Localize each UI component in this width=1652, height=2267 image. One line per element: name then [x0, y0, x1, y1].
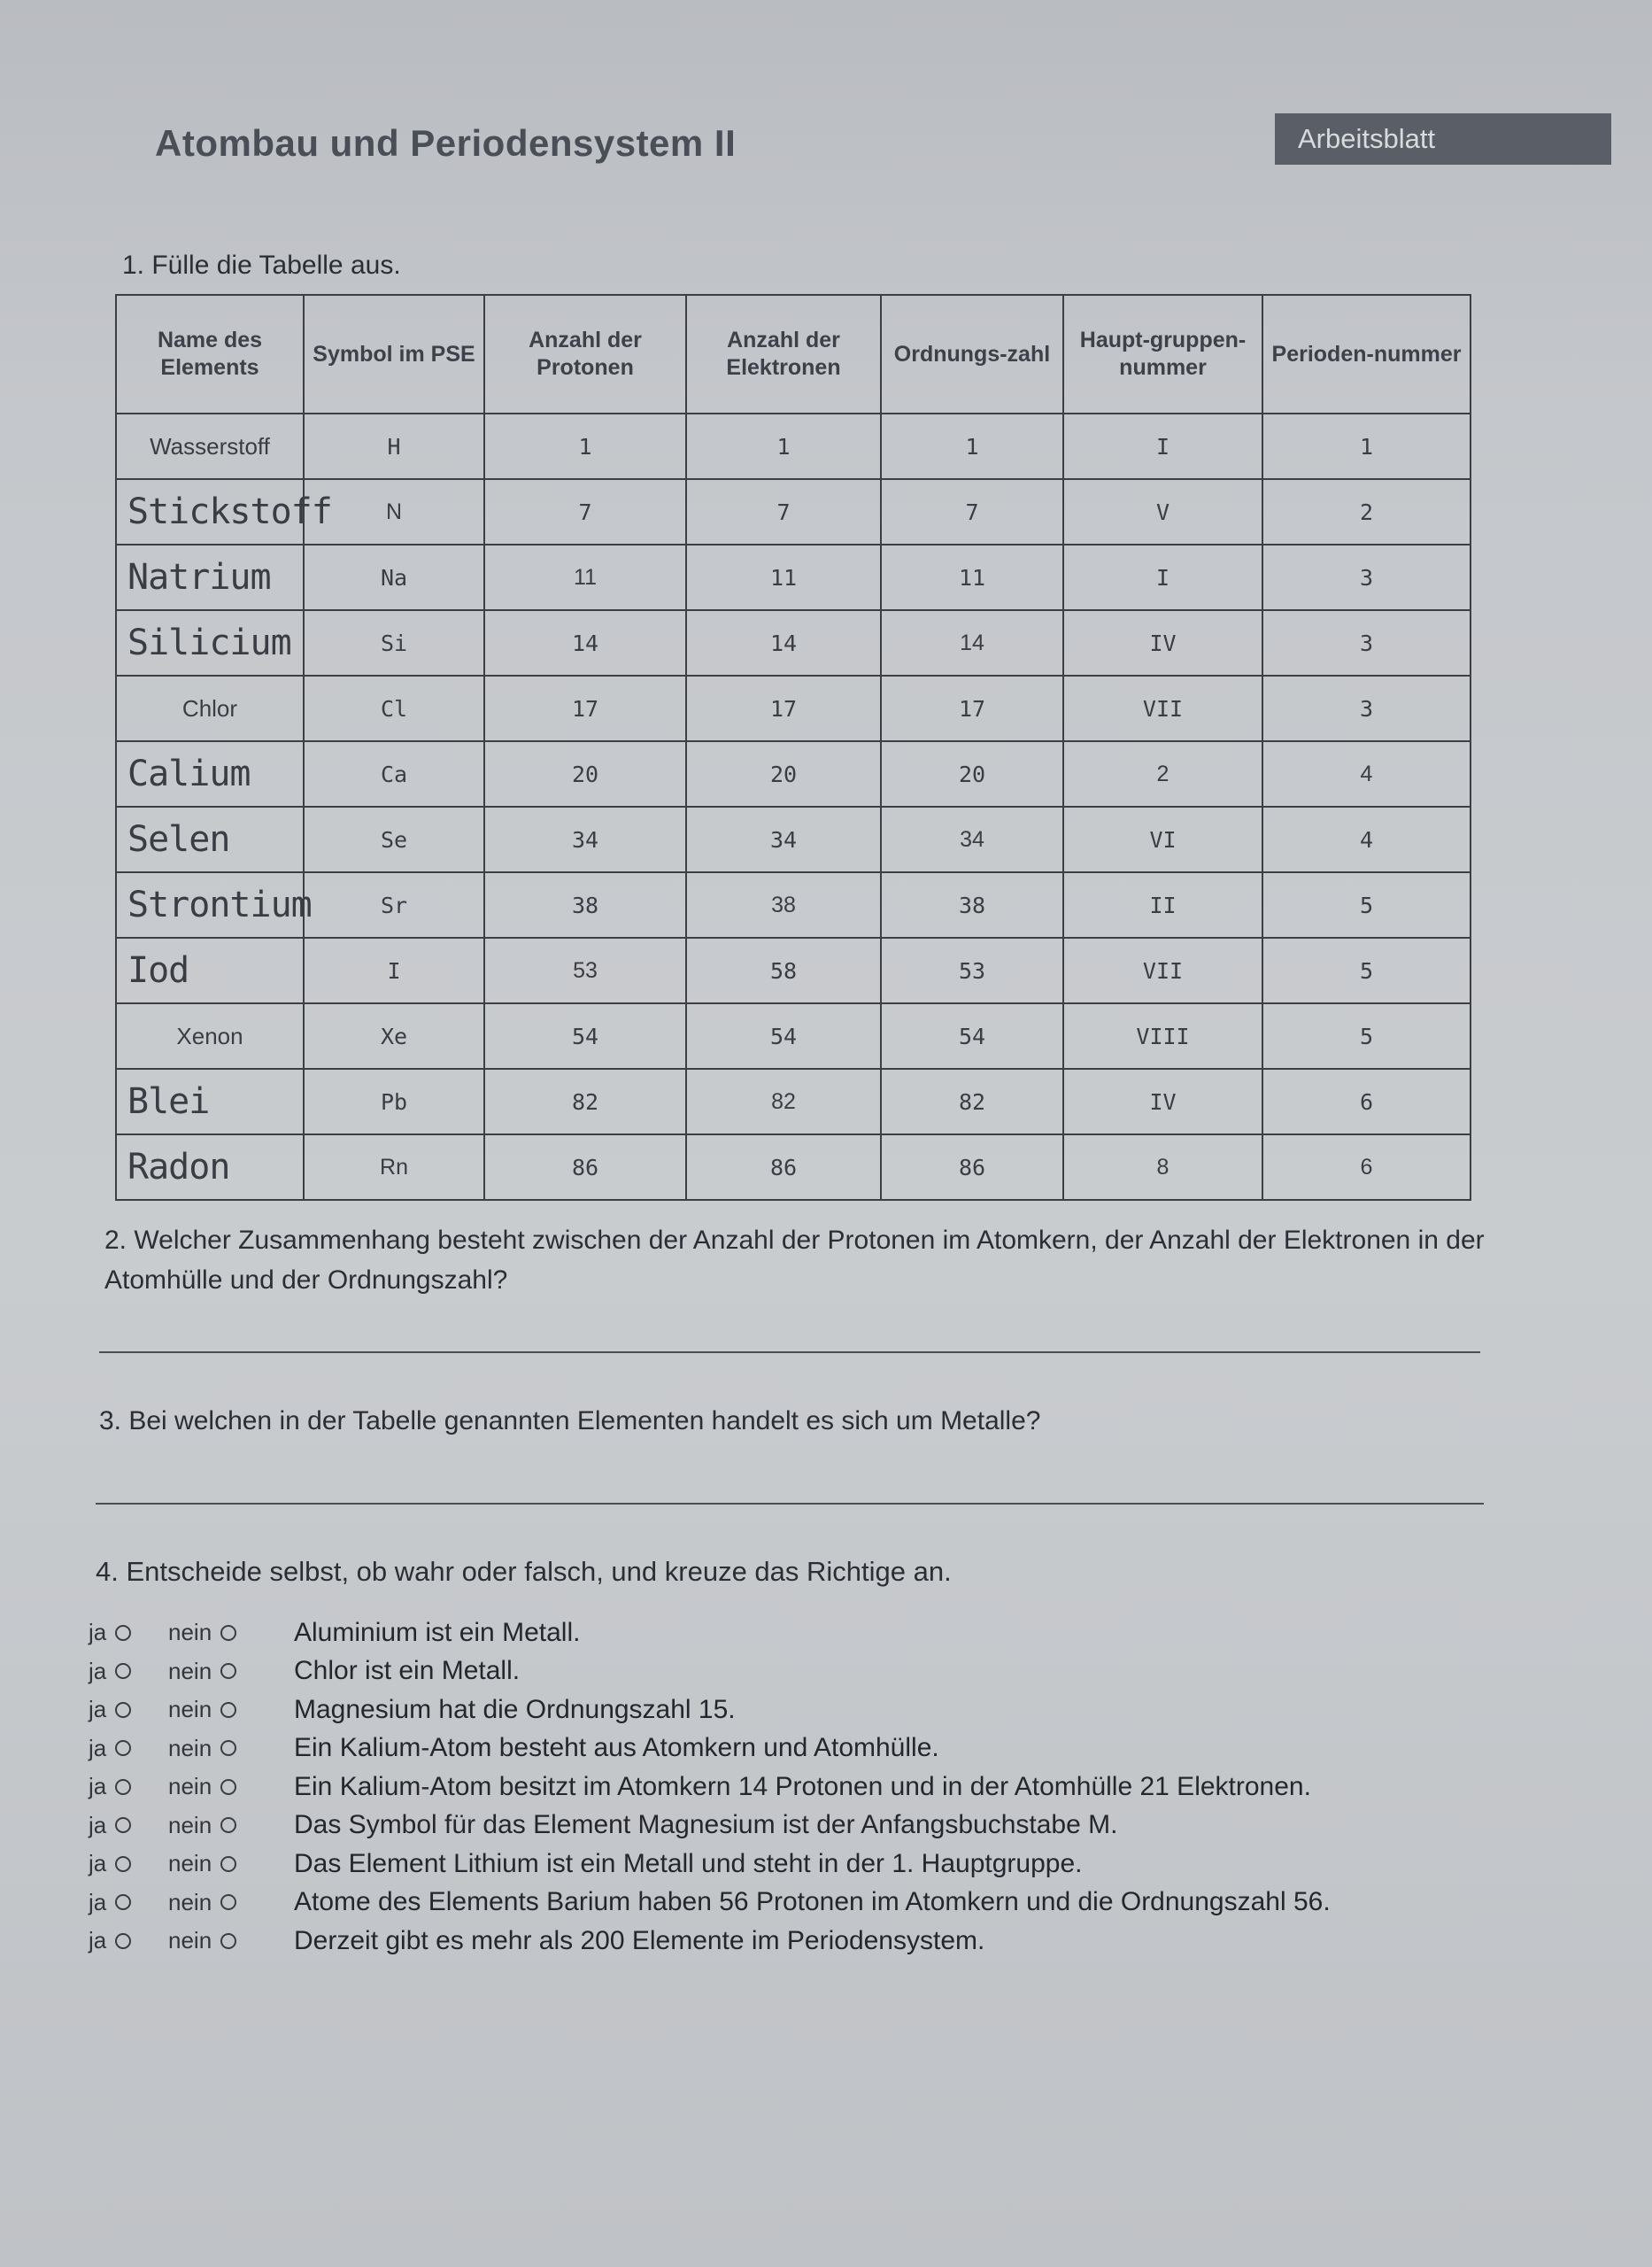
table-cell[interactable]: IV	[1063, 1069, 1262, 1134]
table-cell[interactable]: 34	[686, 807, 881, 872]
table-cell[interactable]: 2	[1262, 479, 1471, 545]
no-option[interactable]	[168, 1927, 294, 1954]
table-cell[interactable]: II	[1063, 872, 1262, 938]
yes-option[interactable]	[89, 1735, 168, 1762]
table-cell[interactable]: 86	[484, 1134, 686, 1200]
table-cell[interactable]: 11	[686, 545, 881, 610]
true-false-item	[89, 1691, 1331, 1729]
task1-prompt: 1. Fülle die Tabelle aus.	[122, 251, 401, 280]
table-cell[interactable]: 1	[881, 414, 1063, 479]
table-body	[116, 414, 1471, 1200]
table-cell[interactable]: 3	[1262, 610, 1471, 676]
yes-option[interactable]	[89, 1696, 168, 1723]
table-cell[interactable]: 86	[686, 1134, 881, 1200]
true-false-item	[89, 1652, 1331, 1691]
table-cell[interactable]: 17	[484, 676, 686, 741]
table-cell[interactable]: IV	[1063, 610, 1262, 676]
yes-option[interactable]	[89, 1850, 168, 1877]
yes-label: ja	[89, 1811, 107, 1838]
statement-text: Das Element Lithium ist ein Metall und steht in der 1. Hauptgruppe.	[294, 1848, 1083, 1878]
table-cell[interactable]: 14	[881, 610, 1063, 676]
badge-label: Arbeitsblatt	[1298, 123, 1436, 154]
table-cell[interactable]: 34	[484, 807, 686, 872]
element-name-cell[interactable]: Chlor	[116, 676, 304, 741]
table-row	[116, 414, 1471, 479]
column-header: Ordnungs-zahl	[881, 295, 1063, 414]
table-cell[interactable]: Se	[304, 807, 484, 872]
no-option[interactable]	[168, 1696, 294, 1723]
radio-circle-icon[interactable]	[220, 1933, 236, 1949]
table-cell[interactable]: Pb	[304, 1069, 484, 1134]
task4-prompt: 4. Entscheide selbst, ob wahr oder falsch, und kreuze das Richtige an.	[96, 1556, 952, 1587]
statement-text: Ein Kalium-Atom besteht aus Atomkern und Atomhülle.	[294, 1733, 939, 1763]
no-label: nein	[168, 1888, 212, 1915]
no-option[interactable]	[168, 1850, 294, 1877]
no-label: nein	[168, 1696, 212, 1723]
table-cell[interactable]: I	[304, 938, 484, 1003]
table-row	[116, 610, 1471, 676]
element-name-cell[interactable]: Stickstoff	[116, 479, 304, 545]
table-cell[interactable]: H	[304, 414, 484, 479]
radio-circle-icon[interactable]	[220, 1740, 236, 1756]
no-option[interactable]	[168, 1735, 294, 1762]
table-cell[interactable]: 3	[1262, 545, 1471, 610]
column-header: Name des Elements	[116, 295, 304, 414]
no-option[interactable]	[168, 1773, 294, 1800]
no-option[interactable]	[168, 1658, 294, 1685]
no-option[interactable]	[168, 1812, 294, 1839]
table-row	[116, 807, 1471, 872]
table-cell[interactable]: Cl	[304, 676, 484, 741]
true-false-item	[89, 1729, 1331, 1768]
yes-label: ja	[89, 1696, 107, 1723]
table-cell[interactable]: 1	[484, 414, 686, 479]
yes-label: ja	[89, 1850, 107, 1877]
table-cell[interactable]: 38	[484, 872, 686, 938]
table-row	[116, 1003, 1471, 1069]
yes-label: ja	[89, 1888, 107, 1915]
table-cell[interactable]: VII	[1063, 938, 1262, 1003]
radio-circle-icon[interactable]	[115, 1817, 131, 1833]
table-cell[interactable]: 8	[1063, 1134, 1262, 1200]
radio-circle-icon[interactable]	[220, 1702, 236, 1718]
true-false-item	[89, 1613, 1331, 1652]
table-cell[interactable]: 20	[881, 741, 1063, 807]
table-cell[interactable]: 53	[881, 938, 1063, 1003]
table-cell[interactable]: 58	[686, 938, 881, 1003]
table-cell[interactable]: VI	[1063, 807, 1262, 872]
table-cell[interactable]: 38	[686, 872, 881, 938]
table-row	[116, 1069, 1471, 1134]
table-cell[interactable]: 34	[881, 807, 1063, 872]
table-cell[interactable]: 7	[686, 479, 881, 545]
table-cell[interactable]: 6	[1262, 1069, 1471, 1134]
no-label: nein	[168, 1927, 212, 1954]
true-false-list	[89, 1613, 1331, 1961]
column-header: Anzahl der Elektronen	[686, 295, 881, 414]
table-cell[interactable]: VIII	[1063, 1003, 1262, 1069]
table-cell[interactable]: 5	[1262, 872, 1471, 938]
statement-text: Atome des Elements Barium haben 56 Protonen im Atomkern und die Ordnungszahl 56.	[294, 1887, 1331, 1917]
radio-circle-icon[interactable]	[115, 1702, 131, 1718]
true-false-item	[89, 1884, 1331, 1923]
column-header: Haupt-gruppen-nummer	[1063, 295, 1262, 414]
table-cell[interactable]: 82	[484, 1069, 686, 1134]
statement-text: Aluminium ist ein Metall.	[294, 1617, 581, 1647]
no-label: nein	[168, 1734, 212, 1761]
radio-circle-icon[interactable]	[220, 1856, 236, 1872]
table-cell[interactable]: 6	[1262, 1134, 1471, 1200]
worksheet-badge	[1275, 113, 1611, 165]
radio-circle-icon[interactable]	[115, 1663, 131, 1679]
radio-circle-icon[interactable]	[220, 1894, 236, 1910]
radio-circle-icon[interactable]	[220, 1817, 236, 1833]
true-false-item	[89, 1807, 1331, 1845]
table-cell[interactable]: Xe	[304, 1003, 484, 1069]
radio-circle-icon[interactable]	[115, 1740, 131, 1756]
yes-label: ja	[89, 1734, 107, 1761]
table-cell[interactable]: 82	[686, 1069, 881, 1134]
table-cell[interactable]: 20	[686, 741, 881, 807]
radio-circle-icon[interactable]	[115, 1625, 131, 1641]
element-name-cell[interactable]: Selen	[116, 807, 304, 872]
table-cell[interactable]: VII	[1063, 676, 1262, 741]
no-label: nein	[168, 1773, 212, 1800]
table-row	[116, 1134, 1471, 1200]
table-row	[116, 872, 1471, 938]
column-header: Perioden-nummer	[1262, 295, 1471, 414]
table-cell[interactable]: 17	[686, 676, 881, 741]
element-name-cell[interactable]: Natrium	[116, 545, 304, 610]
table-cell[interactable]: 4	[1262, 741, 1471, 807]
statement-text: Das Symbol für das Element Magnesium ist der Anfangsbuchstabe M.	[294, 1810, 1118, 1840]
table-cell[interactable]: 14	[484, 610, 686, 676]
table-row	[116, 676, 1471, 741]
element-name-cell[interactable]: Calium	[116, 741, 304, 807]
yes-option[interactable]	[89, 1773, 168, 1800]
task3-question: 3. Bei welchen in der Tabelle genannten Elementen handelt es sich um Metalle?	[99, 1406, 1041, 1435]
element-name-cell[interactable]: Silicium	[116, 610, 304, 676]
table-cell[interactable]: 3	[1262, 676, 1471, 741]
yes-label: ja	[89, 1927, 107, 1954]
table-cell[interactable]: 14	[686, 610, 881, 676]
table-cell[interactable]: 11	[484, 545, 686, 610]
element-name-cell[interactable]: Wasserstoff	[116, 414, 304, 479]
table-cell[interactable]: 5	[1262, 938, 1471, 1003]
task2-answer-line[interactable]	[99, 1351, 1480, 1353]
table-cell[interactable]: Si	[304, 610, 484, 676]
element-table	[115, 294, 1471, 1201]
radio-circle-icon[interactable]	[115, 1779, 131, 1795]
radio-circle-icon[interactable]	[115, 1856, 131, 1872]
table-cell[interactable]: 1	[686, 414, 881, 479]
element-name-cell[interactable]: Radon	[116, 1134, 304, 1200]
yes-option[interactable]	[89, 1619, 168, 1646]
yes-option[interactable]	[89, 1889, 168, 1916]
radio-circle-icon[interactable]	[220, 1625, 236, 1641]
table-cell[interactable]: 7	[484, 479, 686, 545]
table-row	[116, 938, 1471, 1003]
task3-answer-line[interactable]	[96, 1503, 1484, 1505]
no-label: nein	[168, 1619, 212, 1646]
table-cell[interactable]: 11	[881, 545, 1063, 610]
yes-option[interactable]	[89, 1927, 168, 1954]
yes-label: ja	[89, 1773, 107, 1800]
statement-text: Ein Kalium-Atom besitzt im Atomkern 14 Protonen und in der Atomhülle 21 Elektronen.	[294, 1771, 1311, 1801]
element-name-cell[interactable]: Xenon	[116, 1003, 304, 1069]
table-cell[interactable]: 5	[1262, 1003, 1471, 1069]
radio-circle-icon[interactable]	[115, 1894, 131, 1910]
table-cell[interactable]: Rn	[304, 1134, 484, 1200]
table-cell[interactable]: 4	[1262, 807, 1471, 872]
table-cell[interactable]: 17	[881, 676, 1063, 741]
table-cell[interactable]: I	[1063, 545, 1262, 610]
yes-label: ja	[89, 1657, 107, 1684]
true-false-item	[89, 1922, 1331, 1961]
radio-circle-icon[interactable]	[115, 1933, 131, 1949]
column-header: Symbol im PSE	[304, 295, 484, 414]
statement-text: Chlor ist ein Metall.	[294, 1656, 521, 1686]
page-title: Atombau und Periodensystem II	[155, 122, 737, 164]
table-cell[interactable]: 53	[484, 938, 686, 1003]
column-header: Anzahl der Protonen	[484, 295, 686, 414]
table-cell[interactable]: N	[304, 479, 484, 545]
table-cell[interactable]: 2	[1063, 741, 1262, 807]
table-row	[116, 479, 1471, 545]
table-cell[interactable]: 54	[686, 1003, 881, 1069]
table-cell[interactable]: 86	[881, 1134, 1063, 1200]
no-label: nein	[168, 1657, 212, 1684]
statement-text: Derzeit gibt es mehr als 200 Elemente im Periodensystem.	[294, 1925, 985, 1955]
element-name-cell[interactable]: Blei	[116, 1069, 304, 1134]
table-row	[116, 545, 1471, 610]
element-name-cell[interactable]: Strontium	[116, 872, 304, 938]
table-cell[interactable]: 1	[1262, 414, 1471, 479]
true-false-item	[89, 1845, 1331, 1884]
statement-text: Magnesium hat die Ordnungszahl 15.	[294, 1694, 736, 1724]
no-label: nein	[168, 1850, 212, 1877]
yes-label: ja	[89, 1619, 107, 1646]
radio-circle-icon[interactable]	[220, 1663, 236, 1679]
table-cell[interactable]: 82	[881, 1069, 1063, 1134]
table-row	[116, 741, 1471, 807]
no-option[interactable]	[168, 1889, 294, 1916]
table-cell[interactable]: I	[1063, 414, 1262, 479]
table-cell[interactable]: 54	[484, 1003, 686, 1069]
table-cell[interactable]: 7	[881, 479, 1063, 545]
no-option[interactable]	[168, 1619, 294, 1646]
table-cell[interactable]: Ca	[304, 741, 484, 807]
radio-circle-icon[interactable]	[220, 1779, 236, 1795]
true-false-item	[89, 1768, 1331, 1807]
yes-option[interactable]	[89, 1658, 168, 1685]
table-cell[interactable]: 38	[881, 872, 1063, 938]
table-header-row	[116, 295, 1471, 414]
table-cell[interactable]: Sr	[304, 872, 484, 938]
yes-option[interactable]	[89, 1812, 168, 1839]
table-cell[interactable]: V	[1063, 479, 1262, 545]
element-name-cell[interactable]: Iod	[116, 938, 304, 1003]
no-label: nein	[168, 1811, 212, 1838]
task2-question: 2. Welcher Zusammenhang besteht zwischen der Anzahl der Protonen im Atomkern, der Anzahl der Elektronen in der Atomhülle und der Ordnungszahl?	[104, 1226, 1485, 1295]
table-cell[interactable]: 20	[484, 741, 686, 807]
table-cell[interactable]: Na	[304, 545, 484, 610]
table-cell[interactable]: 54	[881, 1003, 1063, 1069]
